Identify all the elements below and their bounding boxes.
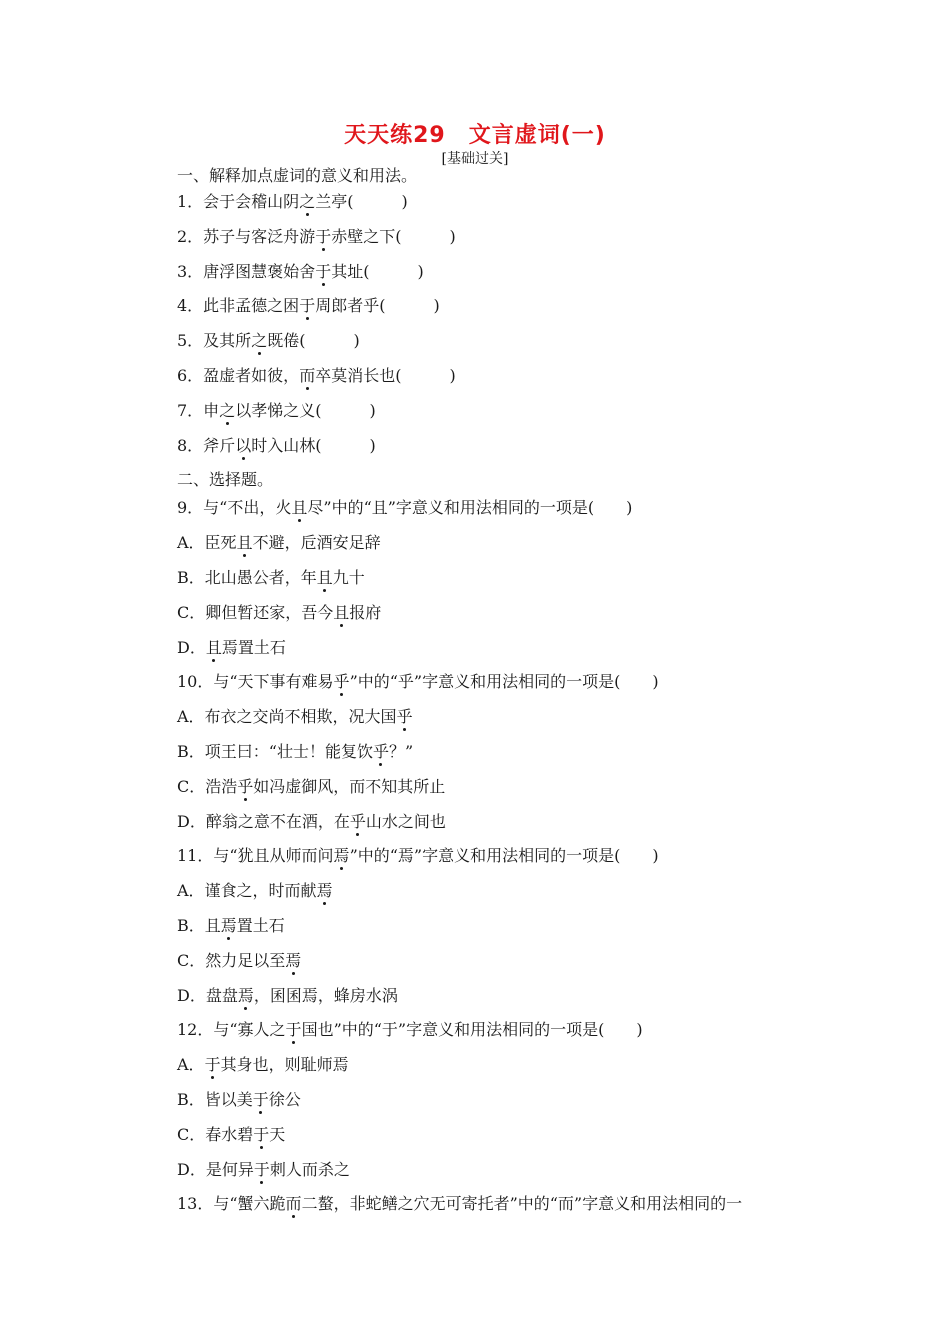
line-text: 二螯，非蛇鳝之穴无可寄托者”中的“而”字意义和用法相同的一: [301, 1194, 743, 1213]
line-text: D．是何异: [177, 1160, 254, 1179]
line-text: 13．与“蟹六跪: [177, 1194, 286, 1213]
emphasized-word: 而: [299, 366, 316, 385]
line-text: 置土石: [236, 916, 285, 935]
line-text: C．春水碧: [177, 1125, 254, 1144]
line-text: D．醉翁之意不在酒，在: [177, 812, 350, 831]
line-text: 4．此非孟德之困: [177, 296, 300, 315]
emphasized-word: 乎: [237, 777, 254, 796]
line-text: D．盘盘: [177, 986, 238, 1005]
line-text: 既倦( ): [267, 331, 360, 350]
question-item: [177, 1020, 643, 1040]
answer-option: [177, 1160, 350, 1180]
answer-option: [177, 1055, 349, 1075]
emphasized-word: 且: [291, 498, 308, 517]
question-item: [177, 227, 456, 247]
line-text: D．: [177, 638, 206, 657]
line-text: 周郎者乎( ): [315, 296, 440, 315]
answer-option: [177, 707, 413, 727]
answer-option: [177, 742, 413, 762]
emphasized-word: 乎: [349, 812, 366, 831]
line-text: 11．与“犹且从师而问: [177, 846, 334, 865]
line-text: 其址( ): [331, 262, 424, 281]
line-text: 赤壁之下( ): [331, 227, 456, 246]
line-text: B．北山愚公者，年: [177, 568, 317, 587]
line-text: 刺人而杀之: [269, 1160, 350, 1179]
line-text: C．然力足以至: [177, 951, 286, 970]
emphasized-word: 于: [204, 1055, 221, 1074]
emphasized-word: 且: [333, 603, 350, 622]
line-text: 一、解释加点虚词的意义和用法。: [177, 166, 418, 185]
line-text: 6．盈虚者如彼，: [177, 366, 300, 385]
answer-option: [177, 951, 301, 971]
emphasized-word: 于: [315, 262, 332, 281]
emphasized-word: 焉: [316, 881, 333, 900]
answer-option: [177, 916, 285, 936]
emphasized-word: 乎: [333, 672, 350, 691]
question-item: [177, 1194, 742, 1214]
line-text: B．且: [177, 916, 221, 935]
answer-option: [177, 533, 381, 553]
line-text: 2．苏子与客泛舟游: [177, 227, 316, 246]
line-text: 报府: [349, 603, 382, 622]
answer-option: [177, 881, 333, 901]
line-text: A．谨食之，时而献: [177, 881, 317, 900]
question-item: [177, 672, 659, 692]
line-text: 9．与“不出，火: [177, 498, 292, 517]
answer-option: [177, 812, 446, 832]
line-text: 1．会于会稽山阴: [177, 192, 300, 211]
answer-option: [177, 568, 365, 588]
line-text: 10．与“天下事有难易: [177, 672, 334, 691]
line-text: A．: [177, 1055, 205, 1074]
line-text: 天: [269, 1125, 286, 1144]
line-text: 尽”中的“且”字意义和用法相同的一项是( ): [307, 498, 633, 517]
emphasized-word: 之: [251, 331, 268, 350]
line-text: 时入山林( ): [251, 436, 376, 455]
question-item: [177, 296, 440, 316]
line-text: 二、选择题。: [177, 470, 274, 489]
emphasized-word: 且: [205, 638, 222, 657]
answer-option: [177, 1090, 301, 1110]
question-item: [177, 498, 632, 518]
line-text: 7．申: [177, 401, 220, 420]
emphasized-word: 于: [253, 1160, 270, 1179]
emphasized-word: 于: [285, 1020, 302, 1039]
section-subtitle: [基础过关]: [441, 151, 509, 167]
question-item: [177, 331, 360, 351]
emphasized-word: 焉: [285, 951, 302, 970]
line-text: 国也”中的“于”字意义和用法相同的一项是( ): [301, 1020, 643, 1039]
line-text: C．浩浩: [177, 777, 238, 796]
line-text: 12．与“寡人之: [177, 1020, 286, 1039]
question-item: [177, 262, 424, 282]
section-heading: [177, 470, 273, 490]
line-text: 3．唐浮图慧褒始舍: [177, 262, 316, 281]
line-text: 如冯虚御风，而不知其所止: [253, 777, 446, 796]
emphasized-word: 焉: [333, 846, 350, 865]
line-text: 卒莫消长也( ): [315, 366, 456, 385]
line-text: 其身也，则耻师焉: [220, 1055, 349, 1074]
emphasized-word: 于: [299, 296, 316, 315]
line-text: B．皆以美: [177, 1090, 253, 1109]
line-text: 九十: [332, 568, 365, 587]
line-text: ，囷囷焉，蜂房水涡: [253, 986, 398, 1005]
line-text: ”中的“乎”字意义和用法相同的一项是( ): [349, 672, 659, 691]
line-text: A．布衣之交尚不相欺，况大国: [177, 707, 397, 726]
emphasized-word: 焉: [237, 986, 254, 1005]
answer-option: [177, 603, 381, 623]
question-item: [177, 366, 456, 386]
page-title: 天天练29 文言虚词(一): [344, 123, 606, 148]
line-text: 徐公: [268, 1090, 301, 1109]
line-text: ”中的“焉”字意义和用法相同的一项是( ): [349, 846, 659, 865]
line-text: B．项王曰：“壮士！能复饮: [177, 742, 373, 761]
line-text: ？”: [388, 742, 414, 761]
emphasized-word: 焉: [220, 916, 237, 935]
emphasized-word: 且: [236, 533, 253, 552]
emphasized-word: 于: [252, 1090, 269, 1109]
emphasized-word: 乎: [372, 742, 389, 761]
answer-option: [177, 638, 286, 658]
section-heading: [177, 166, 417, 186]
emphasized-word: 乎: [396, 707, 413, 726]
line-text: 不避，卮酒安足辞: [252, 533, 381, 552]
emphasized-word: 于: [315, 227, 332, 246]
question-item: [177, 192, 408, 212]
line-text: C．卿但暂还家，吾今: [177, 603, 334, 622]
emphasized-word: 之: [219, 401, 236, 420]
question-item: [177, 401, 376, 421]
line-text: 5．及其所: [177, 331, 252, 350]
emphasized-word: 以: [235, 436, 252, 455]
question-item: [177, 436, 376, 456]
answer-option: [177, 1125, 285, 1145]
answer-option: [177, 986, 398, 1006]
emphasized-word: 之: [299, 192, 316, 211]
line-text: A．臣死: [177, 533, 237, 552]
emphasized-word: 且: [316, 568, 333, 587]
emphasized-word: 于: [253, 1125, 270, 1144]
line-text: 山水之间也: [365, 812, 446, 831]
answer-option: [177, 777, 445, 797]
question-item: [177, 846, 659, 866]
line-text: 8．斧斤: [177, 436, 236, 455]
line-text: 以孝悌之义( ): [235, 401, 376, 420]
emphasized-word: 而: [285, 1194, 302, 1213]
line-text: 焉置土石: [221, 638, 286, 657]
line-text: 兰亭( ): [315, 192, 408, 211]
